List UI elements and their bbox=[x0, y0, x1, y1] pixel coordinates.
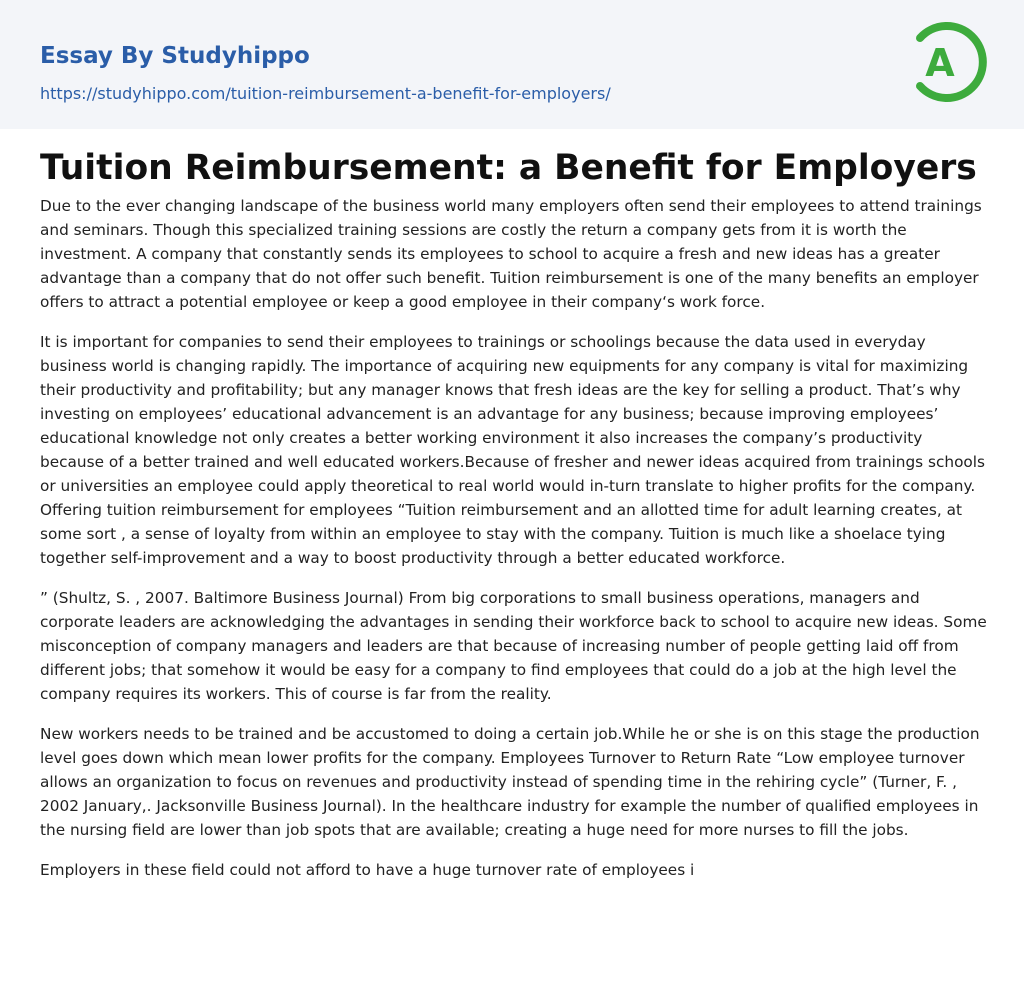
article-body bbox=[40, 194, 990, 898]
paragraph: ” (Shultz, S. , 2007. Baltimore Business Journal) From big corporations to small business operations, managers and corporate leaders are acknowledging the advantages in sending their workforce back to school to acquire new ideas. Some misconception of company managers and leaders are that because of increasing number of people getting laid off from different jobs; that somehow it would be easy for a company to find employees that could do a job at the high level the company requires its workers. This of course is far from the reality. bbox=[40, 589, 987, 703]
article-title: Tuition Reimbursement: a Benefit for Employers bbox=[40, 148, 977, 188]
paragraph: Due to the ever changing landscape of the business world many employers often send their employees to attend trainings and seminars. Though this specialized training sessions are costly the return a company gets from it is worth the investment. A company that constantly sends its employees to school to acquire a fresh and new ideas has a greater advantage than a company that do not offer such benefit. Tuition reimbursement is one of the many benefits an employer offers to attract a potential employee or keep a good employee in their company‘s work force. bbox=[40, 197, 982, 311]
paragraph: It is important for companies to send their employees to trainings or schoolings because the data used in everyday business world is changing rapidly. The importance of acquiring new equipments for any company is vital for maximizing their productivity and profitability; but any manager knows that fresh ideas are the key for selling a product. That’s why investing on employees’ educational advancement is an advantage for any business; because improving employees’ educational knowledge not only creates a better working environment it also increases the company’s productivity because of a better trained and well educated workers.Because of fresher and newer ideas acquired from trainings schools or universities an employee could apply theoretical to real world would in-turn translate to higher profits for the company. Offering tuition reimbursement for employees “Tuition reimbursement and an allotted time for adult learning creates, at some sort , a sense of loyalty from within an employee to stay with the company. Tuition is much like a shoelace tying together self-improvement and a way to boost productivity through a better educated workforce. bbox=[40, 333, 986, 567]
logo-letter: A bbox=[925, 41, 955, 85]
studyhippo-logo-icon[interactable] bbox=[908, 18, 988, 106]
brand-title[interactable]: Essay By Studyhippo bbox=[40, 43, 310, 69]
site-header bbox=[0, 0, 1024, 129]
paragraph: New workers needs to be trained and be accustomed to doing a certain job.While he or she is on this stage the production level goes down which mean lower profits for the company. Employees Turnover to Return Rate “Low employee turnover allows an organization to focus on revenues and productivity instead of spending time in the rehiring cycle” (Turner, F. , 2002 January,. Jacksonville Business Journal). In the healthcare industry for example the number of qualified employees in the nursing field are lower than job spots that are available; creating a huge need for more nurses to fill the jobs. bbox=[40, 725, 980, 839]
paragraph: Employers in these field could not afford to have a huge turnover rate of employees i bbox=[40, 861, 695, 879]
article-url-link[interactable]: https://studyhippo.com/tuition-reimbursement-a-benefit-for-employers/ bbox=[40, 84, 611, 103]
